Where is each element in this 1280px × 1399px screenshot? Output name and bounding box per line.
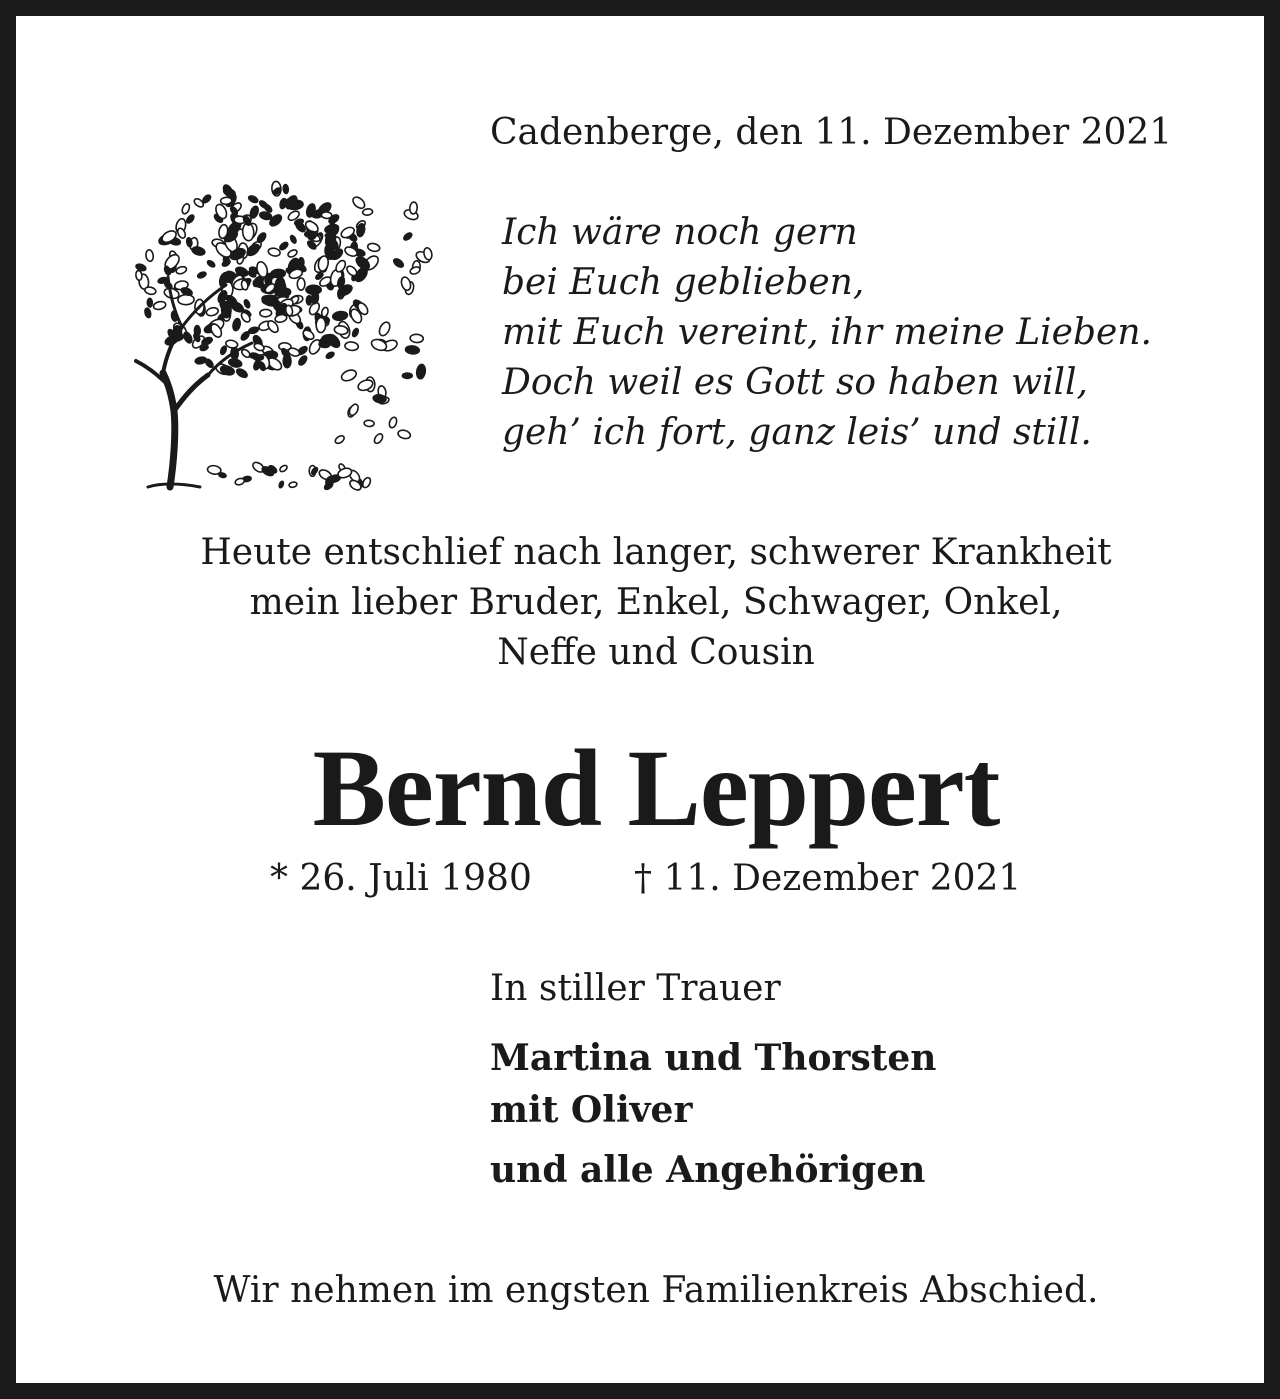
mourner-line: Martina und Thorsten xyxy=(490,1037,937,1079)
poem-line: bei Euch geblieben, xyxy=(502,262,865,303)
announcement-text xyxy=(16,528,1280,678)
mourner-line: und alle Angehörigen xyxy=(490,1149,926,1191)
place-and-date: Cadenberge, den 11. Dezember 2021 xyxy=(490,112,1173,153)
poem-line: geh’ ich fort, ganz leis’ und still. xyxy=(502,412,1092,453)
closing-note: Wir nehmen im engsten Familienkreis Abschied. xyxy=(213,1270,1099,1311)
birth-date: * 26. Juli 1980 xyxy=(270,858,532,899)
poem-line: mit Euch vereint, ihr meine Lieben. xyxy=(502,312,1152,353)
poem-line: Doch weil es Gott so haben will, xyxy=(502,362,1088,403)
mourning-label: In stiller Trauer xyxy=(490,968,781,1009)
deceased-name: Bernd Leppert xyxy=(312,727,1000,849)
death-date: † 11. Dezember 2021 xyxy=(634,858,1022,899)
mourner-line: mit Oliver xyxy=(490,1089,693,1131)
poem-line: Ich wäre noch gern xyxy=(502,212,858,253)
poem xyxy=(502,208,1152,458)
announcement-line: mein lieber Bruder, Enkel, Schwager, Onkel, xyxy=(249,582,1063,623)
tree-with-falling-leaves-icon xyxy=(108,161,438,496)
announcement-line: Heute entschlief nach langer, schwerer Krankheit xyxy=(200,532,1112,573)
announcement-line: Neffe und Cousin xyxy=(497,632,815,673)
